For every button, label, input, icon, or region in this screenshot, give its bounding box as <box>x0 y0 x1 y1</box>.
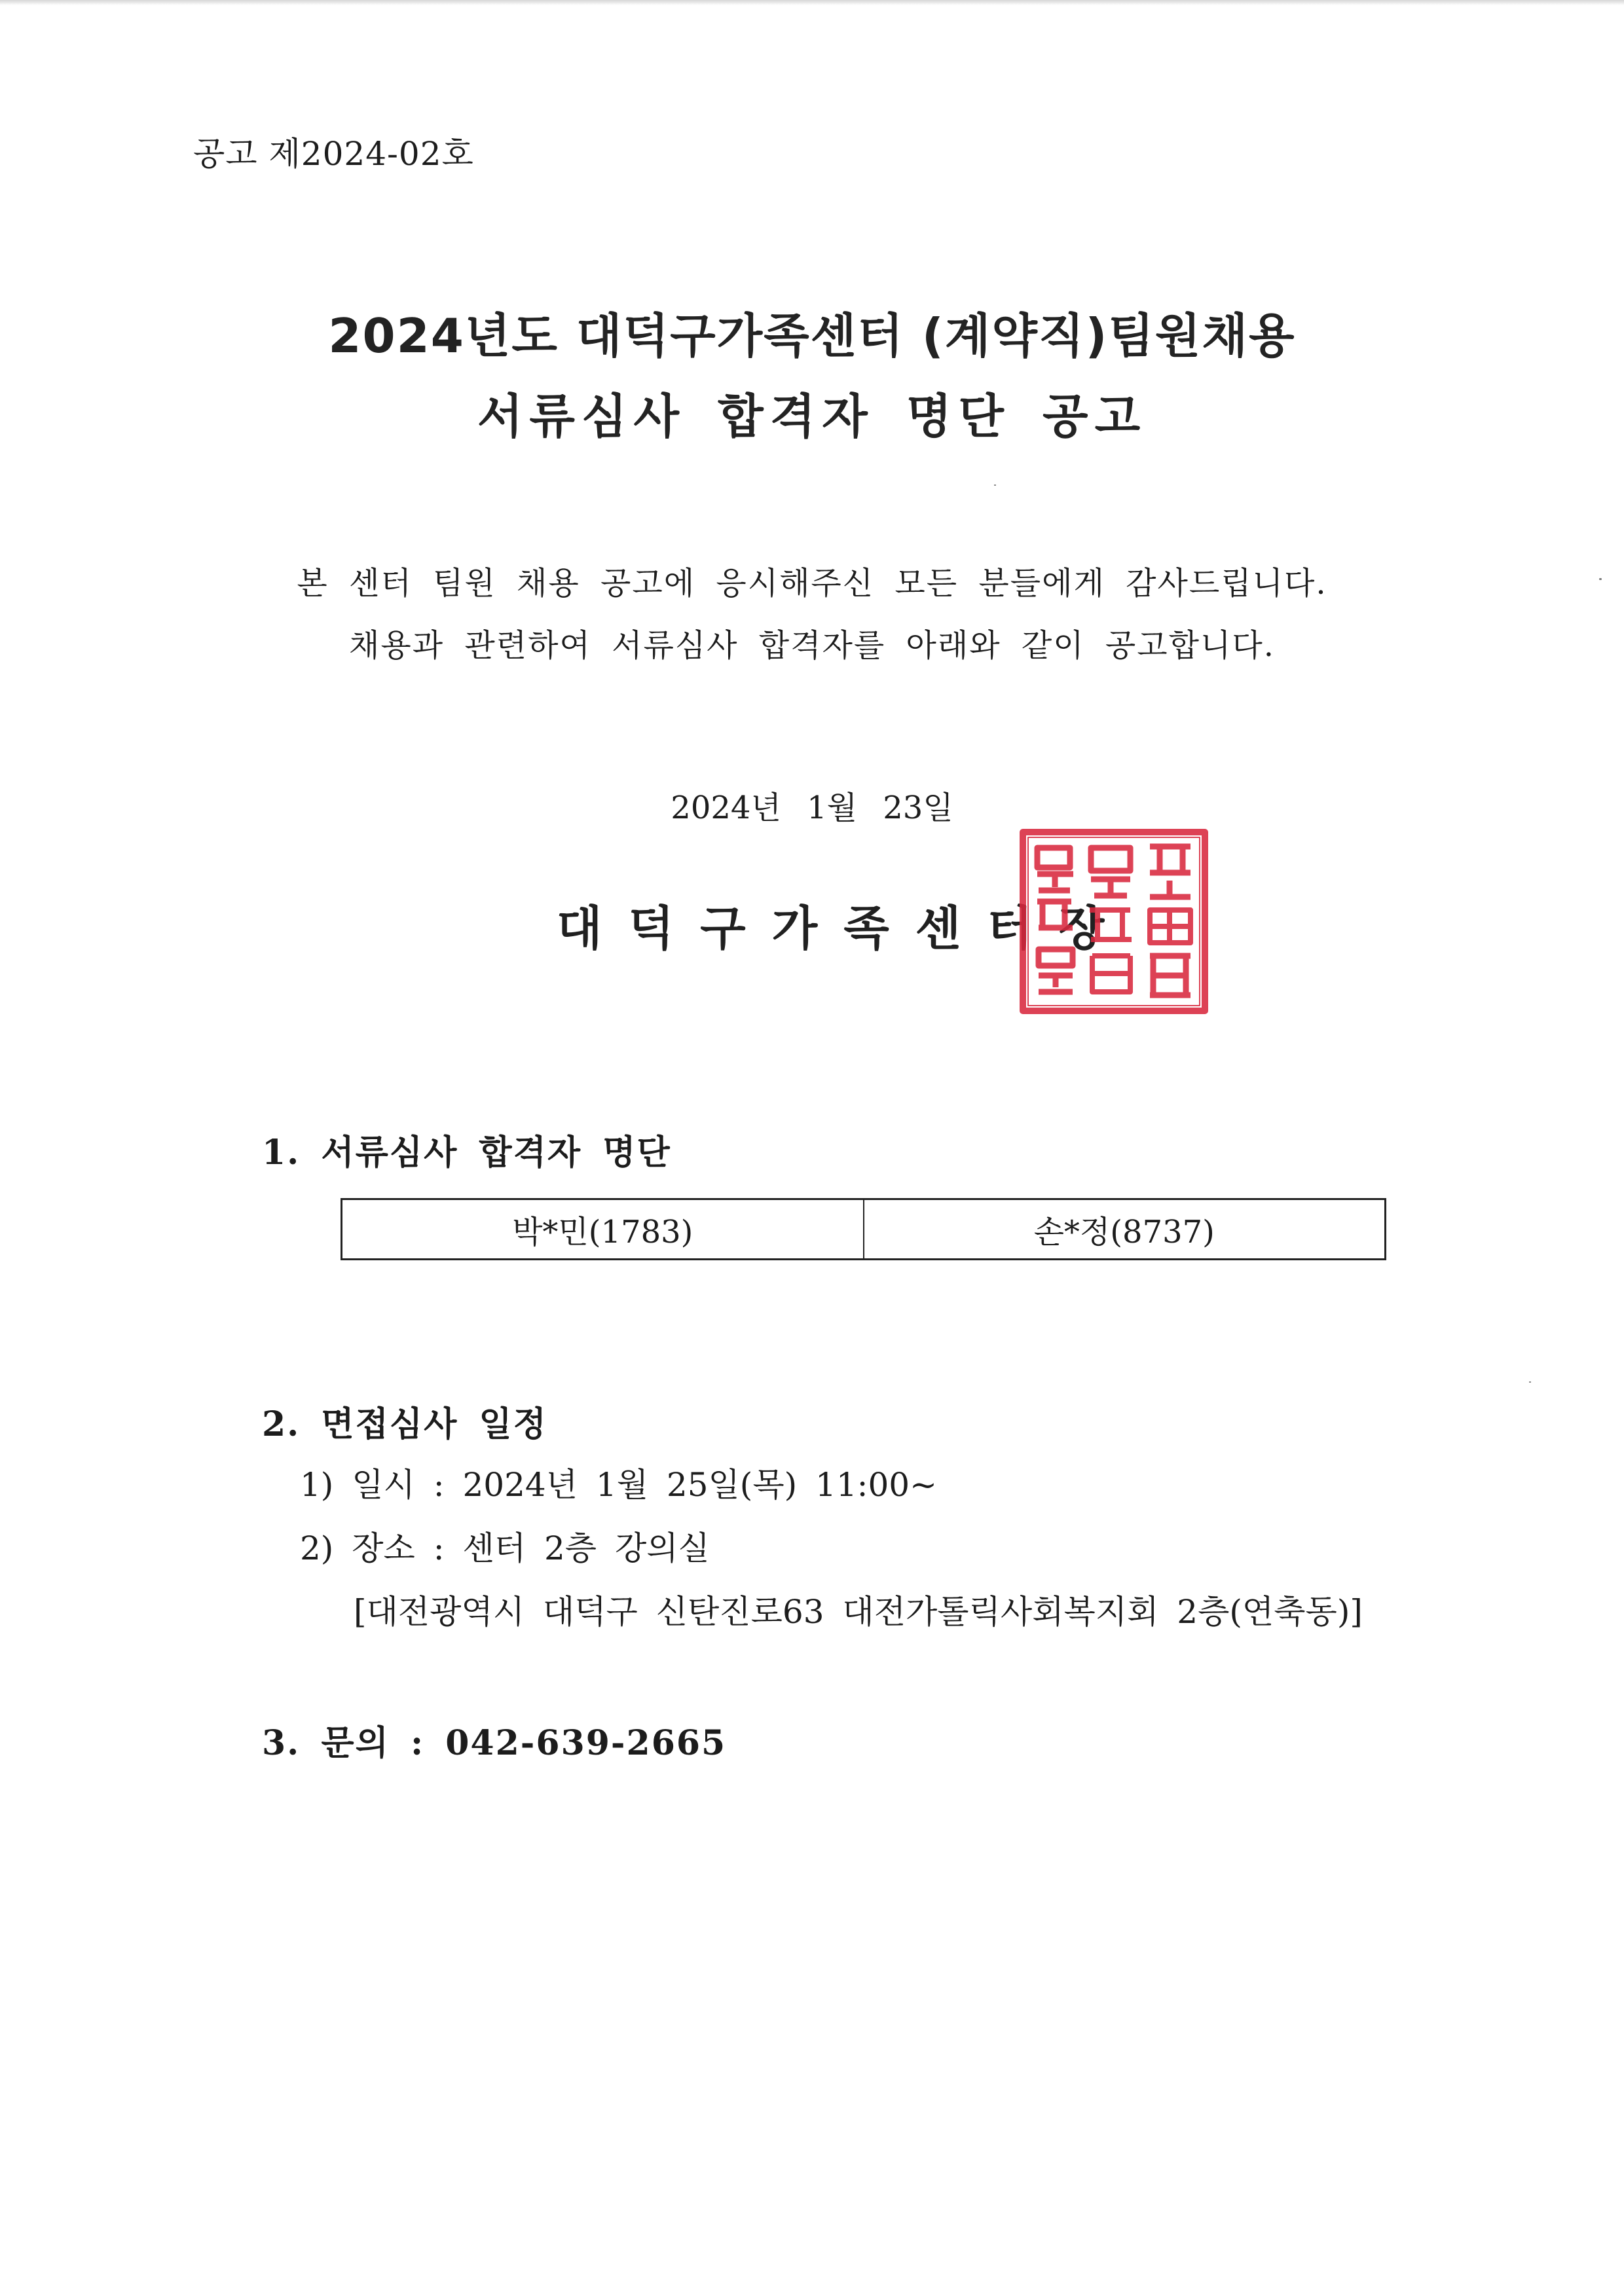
interview-date-line: 1) 일시 : 2024년 1월 25일(목) 11:00~ <box>300 1466 938 1504</box>
section2-heading: 2. 면접심사 일정 <box>262 1404 547 1444</box>
intro-line2: 채용과 관련하여 서류심사 합격자를 아래와 같이 공고합니다. <box>348 627 1275 664</box>
notice-number: 공고 제2024-02호 <box>193 135 474 173</box>
document-title-line1: 2024년도 대덕구가족센터 (계약직)팀원채용 <box>328 308 1296 363</box>
document-title-line2: 서류심사 합격자 명단 공고 <box>477 389 1147 444</box>
official-seal-icon <box>1019 828 1209 1015</box>
scan-speck <box>994 484 996 486</box>
scan-speck <box>1529 1381 1531 1383</box>
scan-speck <box>1599 578 1602 580</box>
passers-table <box>341 1198 1386 1260</box>
intro-line1: 본 센터 팀원 채용 공고에 응시해주신 모든 분들에게 감사드립니다. <box>297 565 1327 602</box>
announcement-date: 2024년 1월 23일 <box>671 790 953 826</box>
section1-heading: 1. 서류심사 합격자 명단 <box>262 1133 671 1173</box>
interview-address-line: [대전광역시 대덕구 신탄진로63 대전가톨릭사회복지회 2층(연축동)] <box>354 1593 1363 1631</box>
organization-name: 대덕구가족센터장 <box>557 901 1131 956</box>
passer-cell-1: 박*민(1783) <box>512 1214 693 1250</box>
passer-cell-2: 손*정(8737) <box>863 1200 1385 1258</box>
interview-place-line: 2) 장소 : 센터 2층 강의실 <box>300 1529 710 1567</box>
scan-top-edge <box>0 0 1624 5</box>
section3-contact-heading: 3. 문의 : 042-639-2665 <box>262 1723 727 1763</box>
